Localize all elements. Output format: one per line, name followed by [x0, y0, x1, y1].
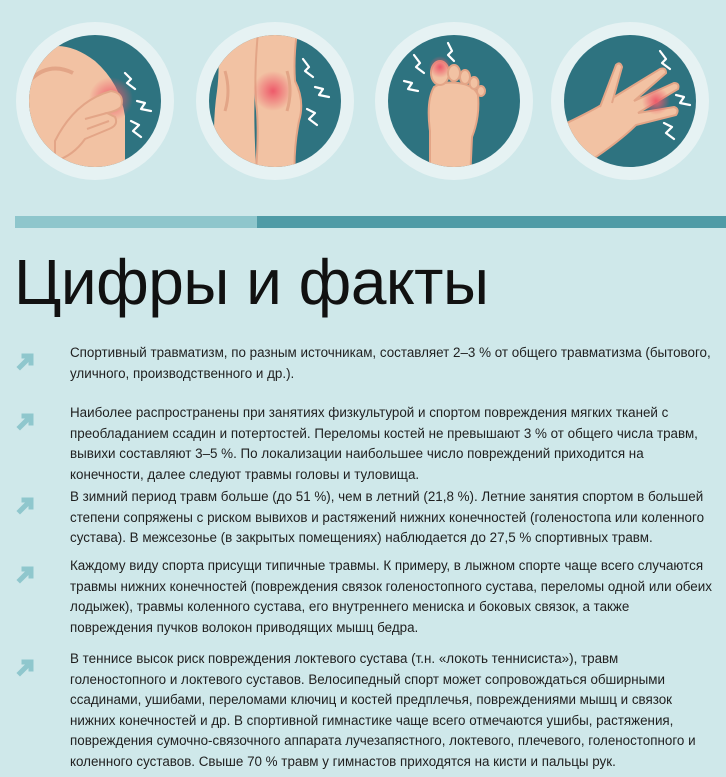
fact-text: Наиболее распространены при занятиях физкультурой и спортом повреждения мягких тканей с преобладанием ссадин и потертостей. Переломы костей не превышают 3 % от общего числа травм, вывихи составляют 3–5 %. По локализации наибольшее число повреждений приходится на конечности, далее следуют травмы головы и туловища.: [70, 405, 698, 482]
arrow-icon: [16, 409, 38, 431]
finger-pain-icon: [550, 21, 710, 181]
fact-text: В зимний период травм больше (до 51 %), чем в летний (21,8 %). Летние занятия спортом в большей степени сопряжены с риском вывихов и растяжений нижних конечностей (голеностопа или коленного сустава). В межсезонье (в закрытых помещениях) наблюдается до 27,5 % спортивных травм.: [70, 489, 705, 545]
arrow-icon: [16, 493, 38, 515]
arrow-icon: [16, 349, 38, 371]
arrow-icon: [16, 562, 38, 584]
knee-pain-icon: [195, 21, 355, 181]
section-divider-accent: [15, 216, 257, 228]
shoulder-pain-icon: [15, 21, 175, 181]
fact-text: В теннисе высок риск повреждения локтевого сустава (т.н. «локоть теннисиста»), травм голеностопного и локтевого суставов. Велосипедный спорт может сопровождаться обширными ссадинами, ушибами, переломами ключиц и костей предплечья, повреждениями мышц и связок нижних конечностей и др. В спортивной гимнастике чаще всего отмечаются ушибы, растяжения, повреждения сумочно-связочного аппарата лучезапястного, локтевого, плечевого, голеностопного и коленного суставов. Свыше 70 % травм у гимнастов приходятся на кисти и пальцы рук.: [70, 651, 696, 769]
fact-text: Каждому виду спорта присущи типичные травмы. К примеру, в лыжном спорте чаще всего случаются травмы нижних конечностей (повреждения связок голеностопного сустава, переломы одной или обеих лодыжек), травмы коленного сустава, его внутреннего мениска и боковых связок, а также повреждения пучков волокон приводящих мышц бедра.: [70, 558, 712, 635]
arrow-icon: [16, 655, 38, 677]
page-title: Цифры и факты: [14, 246, 489, 318]
illustrations-row: [0, 0, 726, 200]
foot-pain-icon: [374, 21, 534, 181]
fact-text: Спортивный травматизм, по разным источникам, составляет 2–3 % от общего травматизма (бытового, уличного, производственного и др.).: [70, 345, 711, 381]
